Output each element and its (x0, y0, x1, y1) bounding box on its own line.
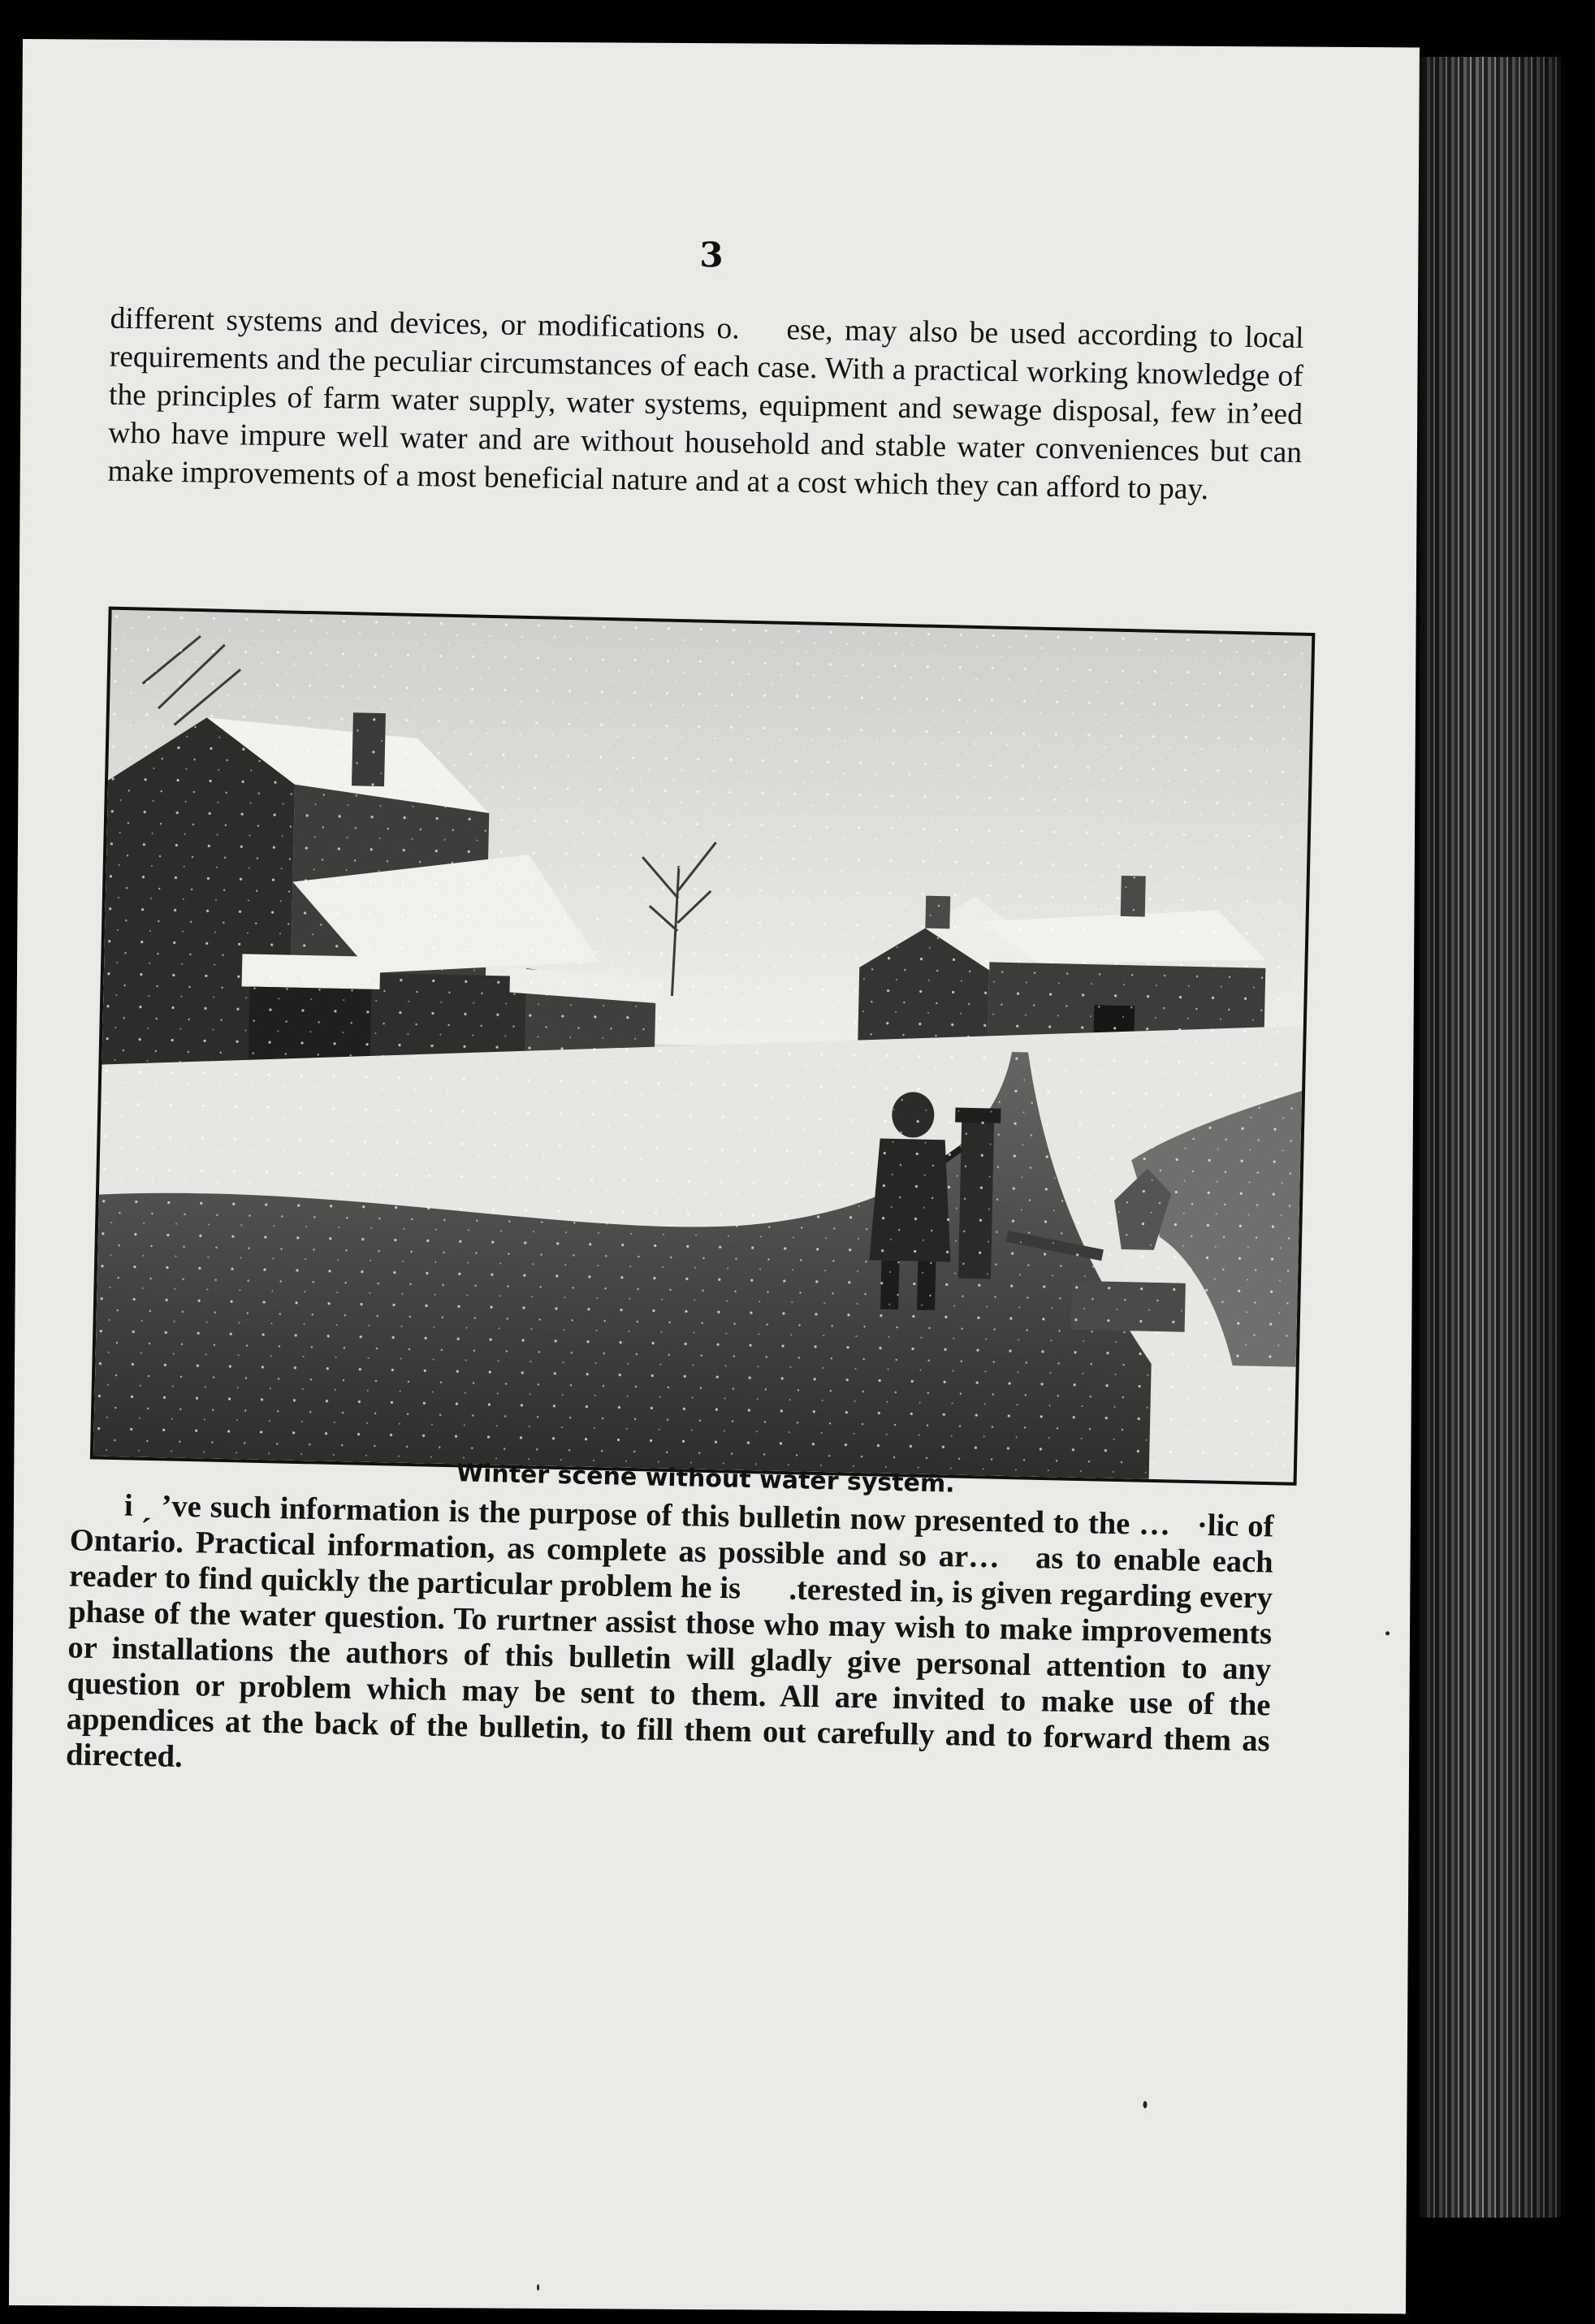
dust-speck (1143, 2101, 1147, 2108)
page-edge-shadow (1423, 57, 1561, 2218)
book-page (9, 39, 1420, 2313)
snowfall-overlay (93, 610, 1312, 1482)
top-paragraph: different systems and devices, or modifications o. ese, may also be used according to local requirements and the peculiar circumstances of each case. With a practical working knowledge of the principles of farm water supply, water systems, equipment and sewage disposal, few in’eed who have impure well water and are without household and stable water conveniences but can make improvements of a most beneficial nature and at a cost which they can afford to pay. (107, 301, 1304, 507)
winter-scene-drawing (93, 610, 1312, 1482)
page-number: 3 (699, 235, 724, 275)
winter-scene-illustration (90, 607, 1316, 1486)
dust-speck (537, 2284, 539, 2291)
bottom-paragraph: i ˏ ’ve such information is the purpose of this bulletin now presented to the … ·lic of Ontario. Practical information, as complete as possible and so ar… as to enable each reader to find quickly the particular problem he is .terested in, is given regarding every phase of the water question. To rurtner assist those who may wish to make improvements or installations the authors of this bulletin will gladly give personal attention to any question or problem which may be sent to them. All are invited to make use of the appendices at the back of the bulletin, to fill them out carefully and to forward them as directed. (65, 1487, 1274, 1774)
book-page-edges (1420, 57, 1561, 2218)
dust-speck (1385, 1631, 1390, 1635)
figure-caption: Winter scene without water system. (456, 1459, 955, 1499)
